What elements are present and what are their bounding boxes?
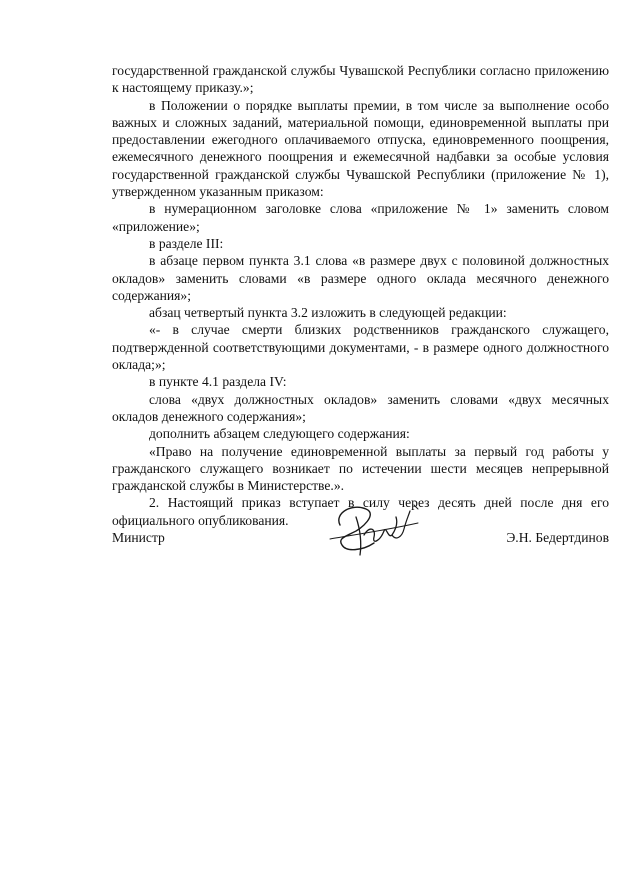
handwritten-signature: [322, 495, 432, 565]
paragraph-4: в разделе III:: [149, 235, 224, 251]
document-body: [112, 62, 609, 529]
paragraph-5: в абзаце первом пункта 3.1 слова «в размере двух с половиной должностных окладов» заменить словами «в размере одного оклада месячного денежного содержания»;: [112, 253, 609, 303]
paragraph-10: дополнить абзацем следующего содержания:: [149, 426, 410, 442]
paragraph-3: в нумерационном заголовке слова «приложение № 1» заменить словом «приложение»;: [112, 201, 609, 234]
paragraph-2: в Положении о порядке выплаты премии, в том числе за выполнение особо важных и сложных заданий, материальной помощи, единовременной выплаты при предоставлении ежегодного оплачиваемого отпуска, единовременного поощрения, ежемесячного денежного поощрения и ежемесячной надбавки за особые условия государственной гражданской службы Чувашской Республики (приложение № 1), утвержденном указанным приказом:: [112, 97, 609, 200]
paragraph-6: абзац четвертый пункта 3.2 изложить в следующей редакции:: [149, 305, 507, 321]
signatory-name: Э.Н. Бедертдинов: [506, 530, 609, 545]
paragraph-9: слова «двух должностных окладов» заменить словами «двух месячных окладов денежного содержания»;: [112, 391, 609, 424]
paragraph-7: «- в случае смерти близких родственников гражданского служащего, подтвержденной соответствующими документами, - в размере одного должностного оклада;»;: [112, 322, 609, 373]
signatory-title: Министр: [112, 530, 165, 545]
paragraph-8: в пункте 4.1 раздела IV:: [149, 374, 287, 390]
paragraph-11: «Право на получение единовременной выплаты за первый год работы у гражданского служащего возникает по истечении шести месяцев непрерывной гражданской службы в Министерстве.».: [112, 443, 609, 494]
paragraph-12: 2. Настоящий приказ вступает в силу через десять дней после дня его официального опубликования.: [112, 495, 609, 528]
signature-block: [112, 523, 609, 563]
paragraph-1: государственной гражданской службы Чувашской Республики согласно приложению к настоящему приказу.»;: [112, 63, 609, 96]
